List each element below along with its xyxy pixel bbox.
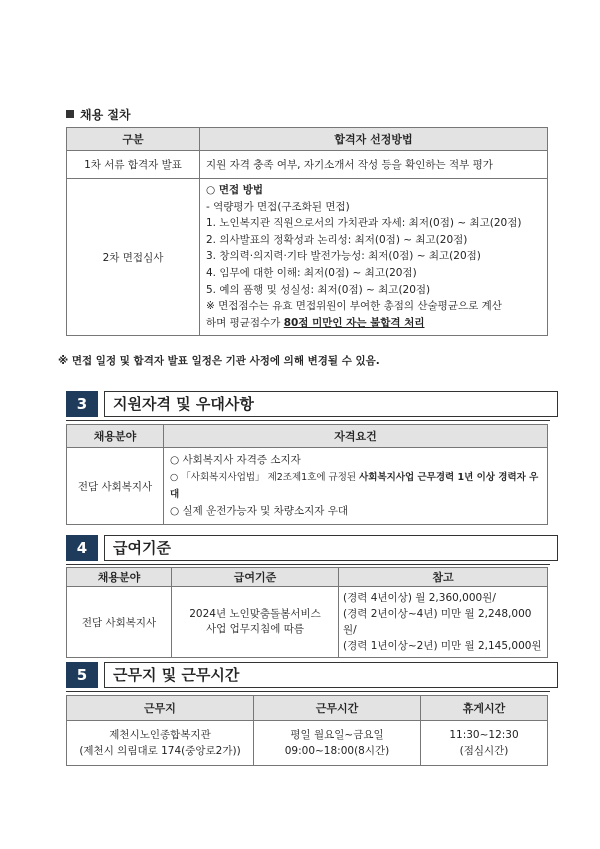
requirements-cell [164,448,548,525]
table-row [67,721,548,766]
row1-text: 지원 자격 충족 여부, 자기소개서 작성 등을 확인하는 적부 평가 [200,151,548,179]
section4-number: 4 [66,535,98,561]
section3-title: 지원자격 및 우대사항 [104,391,558,417]
section4-title: 급여기준 [104,535,558,561]
procedure-title: 채용 절차 [66,106,131,123]
qualification-table [66,424,548,525]
table-row [67,448,548,525]
interview-method-cell [200,179,548,336]
list-item: - 역량평가 면접(구조화된 면접) [206,200,350,213]
section5-number: 5 [66,662,98,688]
break-cell: 11:30~12:30 (점심시간) [421,721,548,766]
list-item: ○ 「사회복지사업법」 제2조제1호에 규정된 사회복지사업 근무경력 1년 이상 경력자 우대 [170,472,539,500]
table-row [67,587,548,658]
row2-label: 2차 면접심사 [67,179,200,336]
table-header-row [67,128,548,151]
list-item: 4. 임무에 대한 이해: 최저(0점) ~ 최고(20점) [206,266,417,279]
table-row [67,179,548,336]
table-row [67,151,548,179]
header-category: 구분 [67,128,200,151]
workplace-table [66,695,548,766]
row1-label: 1차 서류 합격자 발표 [67,151,200,179]
header-break: 휴게시간 [421,696,548,721]
procedure-table [66,127,548,336]
list-item: 5. 예의 품행 및 성실성: 최저(0점) ~ 최고(20점) [206,283,431,296]
hours-cell: 평일 월요일~금요일 09:00~18:00(8시간) [254,721,421,766]
section5-header [66,662,550,688]
list-item: 1. 노인복지관 직원으로서의 가치관과 자세: 최저(0점) ~ 최고(20점) [206,217,522,230]
list-item: 하며 평균점수가 80점 미만인 자는 불합격 처리 [206,316,425,329]
header-hours: 근무시간 [254,696,421,721]
field-cell: 전담 사회복지사 [67,448,164,525]
list-item: ○ 사회복지사 자격증 소지자 [170,454,301,466]
workplace-cell: 제천시노인종합복지관 (제천시 의림대로 174(중앙로2가)) [67,721,254,766]
header-requirements: 자격요건 [164,425,548,448]
section3-header [66,391,550,417]
header-basis: 급여기준 [172,568,339,587]
section3-number: 3 [66,391,98,417]
list-item: ○ 실제 운전가능자 및 차량소지자 우대 [170,505,348,517]
interview-heading: ○ 면접 방법 [206,184,264,196]
schedule-note: ※ 면접 일정 및 합격자 발표 일정은 기관 사정에 의해 변경될 수 있음. [58,355,380,367]
header-reference: 참고 [339,568,548,587]
section5-title: 근무지 및 근무시간 [104,662,558,688]
square-bullet-icon [66,110,74,118]
header-field: 채용분야 [67,568,172,587]
table-header-row [67,425,548,448]
list-item: 3. 창의력·의지력·기타 발전가능성: 최저(0점) ~ 최고(20점) [206,250,481,263]
list-item: ※ 면접점수는 유효 면접위원이 부여한 총점의 산술평균으로 계산 [206,300,502,313]
table-header-row [67,568,548,587]
table-header-row [67,696,548,721]
salary-table [66,567,548,658]
section4-header [66,535,550,561]
header-method: 합격자 선정방법 [200,128,548,151]
header-field: 채용분야 [67,425,164,448]
reference-cell: (경력 4년이상) 월 2,360,000원/ (경력 2년이상~4년) 미만 월 2,248,000원/ (경력 1년이상~2년) 미만 월 2,145,000원 [339,587,548,658]
field-cell: 전담 사회복지사 [67,587,172,658]
basis-cell: 2024년 노인맞춤돌봄서비스 사업 업무지침에 따름 [172,587,339,658]
header-workplace: 근무지 [67,696,254,721]
list-item: 2. 의사발표의 정확성과 논리성: 최저(0점) ~ 최고(20점) [206,233,468,246]
fail-criterion: 80점 미만인 자는 불합격 처리 [283,316,425,329]
